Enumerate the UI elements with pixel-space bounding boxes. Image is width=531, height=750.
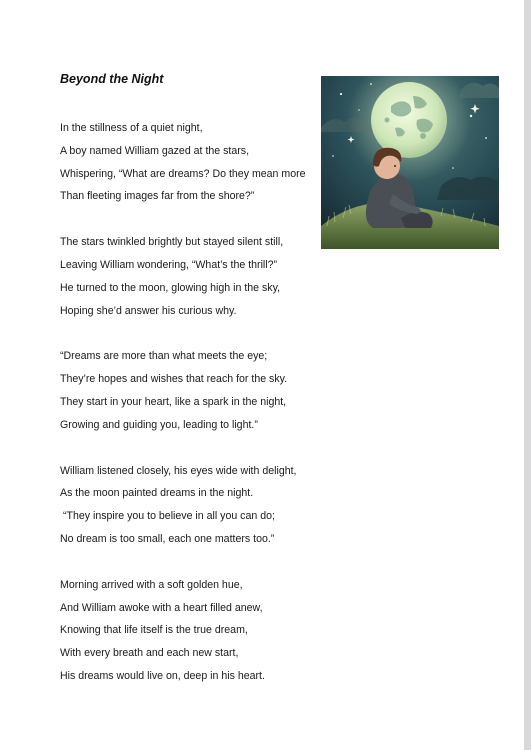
poem-line: Morning arrived with a soft golden hue, (60, 578, 243, 591)
poem-line: “They inspire you to believe in all you can do; (60, 510, 275, 523)
poem-line: Growing and guiding you, leading to light.” (60, 418, 258, 431)
poem-line: He turned to the moon, glowing high in the sky, (60, 281, 281, 294)
poem-line: No dream is too small, each one matters too.” (60, 532, 275, 545)
poem-line: As the moon painted dreams in the night. (60, 487, 254, 500)
poem-title: Beyond the Night (60, 72, 164, 86)
poem-line: Leaving William wondering, “What’s the thrill?” (60, 258, 278, 271)
moon-boy-illustration (321, 76, 499, 249)
poem-line: In the stillness of a quiet night, (60, 122, 203, 134)
poem-line: And William awoke with a heart filled anew, (60, 601, 263, 614)
poem-line: Than fleeting images far from the shore?” (60, 190, 255, 203)
stanza (60, 460, 320, 551)
stanza (60, 345, 320, 436)
poem-line: They’re hopes and wishes that reach for the sky. (60, 373, 288, 386)
poem-line: Knowing that life itself is the true dream, (60, 624, 248, 637)
stanza (60, 231, 320, 322)
poem-line: William listened closely, his eyes wide with delight, (60, 464, 297, 477)
poem-line: With every breath and each new start, (60, 647, 239, 660)
poem-body (60, 117, 320, 711)
moon (371, 82, 447, 158)
poem-line: They start in your heart, like a spark in the night, (60, 395, 287, 408)
viewer-gutter (524, 0, 531, 750)
poem-line: His dreams would live on, deep in his heart. (60, 669, 265, 682)
stanza (60, 574, 320, 688)
poem-line: “Dreams are more than what meets the eye; (60, 350, 268, 363)
poem-line: Whispering, “What are dreams? Do they mean more (60, 167, 306, 180)
poem-line: The stars twinkled brightly but stayed silent still, (60, 236, 284, 249)
stanza (60, 117, 320, 208)
poem-line: Hoping she’d answer his curious why. (60, 304, 237, 317)
poem-line: A boy named William gazed at the stars, (60, 144, 250, 157)
